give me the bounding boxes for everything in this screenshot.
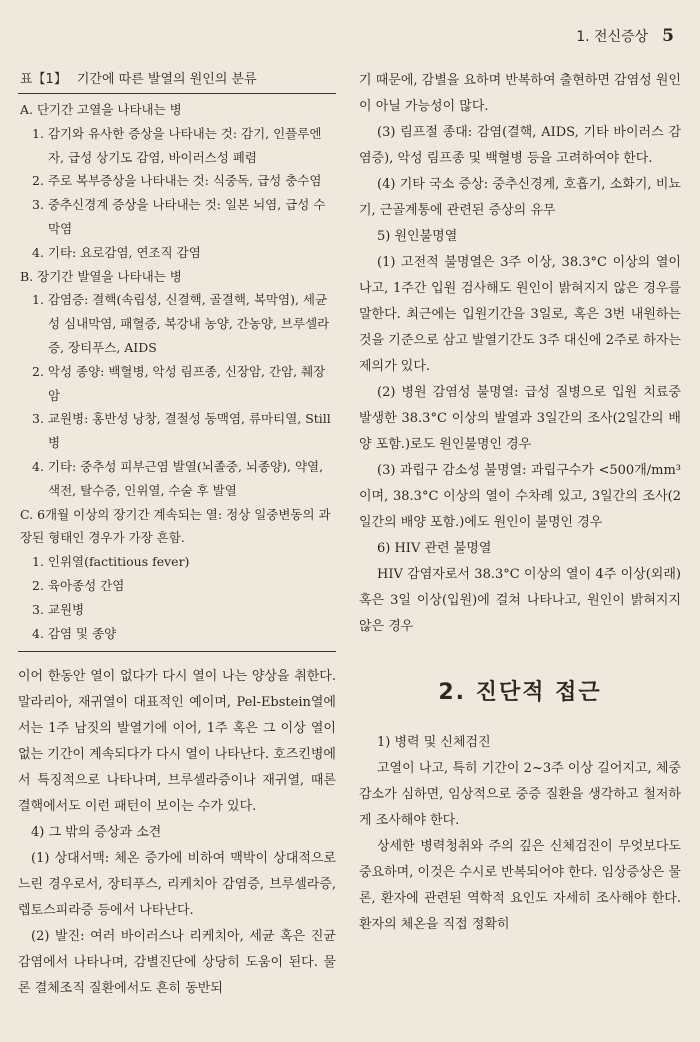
table-item: 4. 감염 및 종양 [32, 625, 117, 641]
table-category: C. 6개월 이상의 장기간 계속되는 열: 정상 일중변동의 과장된 형태인 경우가 가장 흔함. [20, 506, 331, 546]
paragraph: (3) 과립구 감소성 불명열: 과립구수가 <500개/mm³이며, 38.3°C 이상의 열이 수차례 있고, 3일간의 조사(2일간의 배양 포함.)에도 원인이 불명인 경우 [359, 463, 681, 530]
table-item: 2. 악성 종양: 백혈병, 악성 림프종, 신장암, 간암, 췌장암 [32, 363, 326, 403]
paragraph: 상세한 병력청취와 주의 깊은 신체검진이 무엇보다도 중요하며, 이것은 수시로 반복되어야 한다. 임상증상은 물론, 환자에 관련된 역학적 요인도 자세히 조사해야 한다. 환자의 체온을 직접 정확히 [359, 839, 681, 932]
paragraph: HIV 감염자로서 38.3°C 이상의 열이 4주 이상(외래) 혹은 3일 이상(입원)에 걸쳐 나타나고, 원인이 밝혀지지 않은 경우 [359, 567, 681, 634]
section-heading: 2. 진단적 접근 [438, 680, 602, 705]
paragraph: (2) 발진: 여러 바이러스나 리케치아, 세균 혹은 진균 감염에서 나타나며, 감별진단에 상당히 도움이 된다. 물론 결체조직 질환에서도 흔히 동반되 [18, 929, 336, 997]
paragraph: 고열이 나고, 특히 기간이 2~3주 이상 길어지고, 체중감소가 심하면, 임상적으로 중증 질환을 생각하고 철저하게 조사해야 한다. [359, 761, 681, 828]
running-header [576, 26, 674, 46]
paragraph: 기 때문에, 감별을 요하며 반복하여 출현하면 감염성 원인이 아닐 가능성이 많다. [359, 73, 681, 114]
paragraph: 이어 한동안 열이 없다가 다시 열이 나는 양상을 취한다. 말라리아, 재귀열이 대표적인 예이며, Pel-Ebstein열에서는 1주 남짓의 발열기에 이어, 1주 혹은 그 이상 열이 없는 기간이 계속되다가 다시 열이 나타난다. 호즈킨병에서 특징적으로 나타나며, 브루셀라증이나 재귀열, 때론 결핵에서도 이런 패턴이 보이는 수가 있다. [18, 669, 336, 815]
table-item: 1. 인위열(factitious fever) [32, 554, 190, 570]
paragraph: 5) 원인불명열 [377, 229, 458, 244]
paragraph: (4) 기타 국소 증상: 중추신경계, 호흡기, 소화기, 비뇨기, 근골계통에 관련된 증상의 유무 [359, 177, 681, 218]
table-item: 2. 주로 복부증상을 나타내는 것: 식중독, 급성 충수염 [32, 173, 322, 189]
table-label: 표【1】 [20, 72, 67, 87]
paragraph: 4) 그 밖의 증상과 소견 [31, 825, 162, 841]
left-column [18, 68, 336, 1002]
page-number: 5 [662, 26, 674, 46]
table-category: A. 단기간 고열을 나타내는 병 [20, 102, 182, 117]
fever-cause-table [18, 98, 336, 645]
left-body-text [18, 664, 336, 1002]
table-caption: 기간에 따른 발열의 원인의 분류 [76, 72, 257, 87]
paragraph: (1) 고전적 불명열은 3주 이상, 38.3°C 이상의 열이 나고, 1주간 입원 검사해도 원인이 밝혀지지 않은 경우를 말한다. 최근에는 입원기간을 3일로, 혹은 3번 내원하는 것을 기준으로 삼고 발열기간도 3주 대신에 2주로 하자는 제의가 있다. [359, 255, 681, 374]
table-bottom-rule [18, 651, 336, 652]
diagnosis-body-text [359, 730, 681, 938]
table-item: 2. 육아종성 간염 [32, 577, 125, 593]
header-section-title: 1. 전신증상 [576, 29, 649, 45]
table-item: 4. 기타: 중추성 피부근염 발열(뇌졸중, 뇌종양), 약열, 색전, 탈수증, 인위열, 수술 후 발열 [32, 458, 324, 498]
right-column [359, 68, 681, 938]
table-title [18, 68, 336, 94]
table-item: 1. 감염증: 결핵(속립성, 신결핵, 골결핵, 복막염), 세균성 심내막염, 패혈증, 복강내 농양, 간농양, 브루셀라증, 장티푸스, AIDS [32, 292, 330, 355]
paragraph: (1) 상대서맥: 체온 증가에 비하여 맥박이 상대적으로 느린 경우로서, 장티푸스, 리케치아 감염증, 브루셀라증, 렙토스피라증 등에서 나타난다. [18, 851, 336, 919]
right-body-text [359, 68, 681, 640]
paragraph: 1) 병력 및 신체검진 [377, 735, 491, 750]
table-item: 3. 중추신경계 증상을 나타내는 것: 일본 뇌염, 급성 수막염 [32, 197, 326, 236]
paragraph: 6) HIV 관련 불명열 [377, 541, 492, 556]
table-item: 3. 교원병: 홍반성 낭창, 결절성 동맥염, 류마티열, Still병 [32, 411, 331, 451]
table-category: B. 장기간 발열을 나타내는 병 [20, 268, 182, 284]
paragraph: (2) 병원 감염성 불명열: 급성 질병으로 입원 치료중 발생한 38.3°C 이상의 발열과 3일간의 조사(2일간의 배양 포함.)로도 원인불명인 경우 [359, 385, 681, 452]
table-item: 3. 교원병 [32, 601, 85, 617]
table-item: 4. 기타: 요로감염, 연조직 감염 [32, 244, 201, 260]
paragraph: (3) 림프절 종대: 감염(결핵, AIDS, 기타 바이러스 감염증), 악성 림프종 및 백혈병 등을 고려하여야 한다. [359, 125, 681, 166]
table-item: 1. 감기와 유사한 증상을 나타내는 것: 감기, 인플루엔자, 급성 상기도 감염, 바이러스성 폐렴 [32, 125, 322, 165]
